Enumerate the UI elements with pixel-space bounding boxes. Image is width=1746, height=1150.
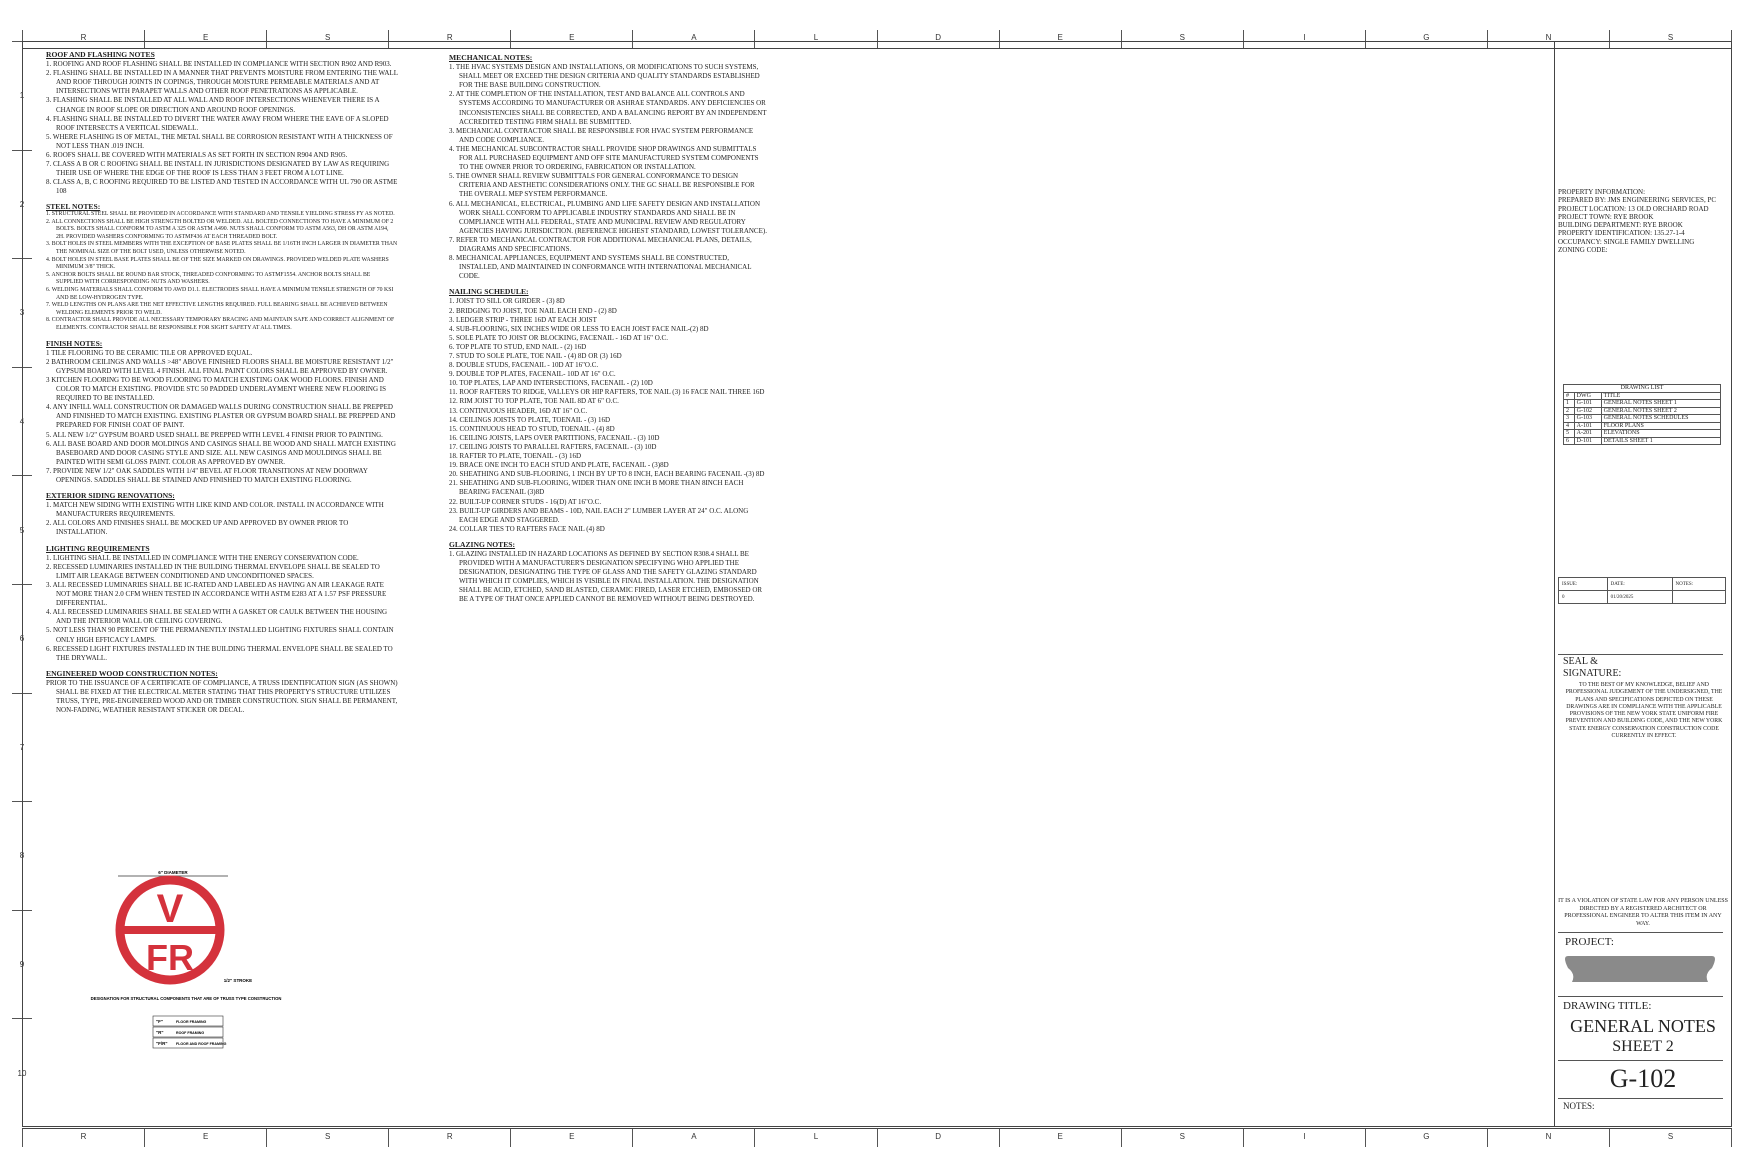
property-line: PROJECT TOWN: RYE BROOK [1558,212,1654,221]
project-label: PROJECT: [1565,936,1614,948]
grid-letter: R [22,1129,144,1147]
grid-letter: S [266,1129,388,1147]
note-item: 7. STUD TO SOLE PLATE, TOE NAIL - (4) 8D OR (3) 16D [449,352,622,360]
grid-number: 9 [12,910,32,1019]
sheet-number: G-102 [1609,1064,1677,1093]
grid-letter: R [388,30,510,48]
drawing-list-cell: FLOOR PLANS [1601,422,1720,430]
note-item: 6. ALL BASE BOARD AND DOOR MOLDINGS AND CASINGS SHALL BE WOOD AND SHALL MATCH EXISTING BASEBOARD AND DOOR CASING STYLE AND SIZE. ALL NEW CASINGS AND MOULDINGS SHALL BE PAINTED WITH SEMI GLOSS PAINT. COLOR AS APPROVED BY OWNER. [46,439,396,466]
note-item: 18. RAFTER TO PLATE, TOENAIL - (3) 16D [449,452,582,461]
grid-letter: S [1609,1129,1732,1147]
drawing-list-cell: GENERAL NOTES SHEET 2 [1601,407,1720,415]
note-item: 6. TOP PLATE TO STUD, END NAIL - (2) 16D [449,342,587,351]
grid-letter: E [510,1129,632,1147]
issue-header: NOTES: [1672,578,1725,591]
note-item: 8. CLASS A, B, C ROOFING REQUIRED TO BE LISTED AND TESTED IN ACCORDANCE WITH UL 790 OR ASTME 108 [46,178,398,196]
drawing-list-header: TITLE [1601,392,1720,400]
notes-section [449,540,769,605]
note-item: 2. ALL COLORS AND FINISHES SHALL BE MOCKED UP AND APPROVED BY OWNER PRIOR TO INSTALLATION. [46,519,349,537]
drawing-list-cell: G-101 [1574,400,1601,408]
note-item: 3. MECHANICAL CONTRACTOR SHALL BE RESPONSIBLE FOR HVAC SYSTEM PERFORMANCE AND CODE COMPLIANCE. [449,126,754,144]
notes-section [46,339,398,486]
note-item: 14. CEILINGS JOISTS TO PLATE, TOENAIL - (3) 16D [449,415,610,424]
grid-letter: D [877,30,999,48]
notes-section [46,669,398,715]
grid-letter: R [22,30,144,48]
grid-letter: S [266,30,388,48]
note-item: 9. DOUBLE TOP PLATES, FACENAIL- 10D AT 16" O.C. [449,370,616,379]
section-title: NAILING SCHEDULE: [449,287,529,297]
property-line: BUILDING DEPARTMENT: RYE BROOK [1558,221,1683,230]
section-title: ENGINEERED WOOD CONSTRUCTION NOTES: [46,668,218,678]
grid-letter: N [1487,30,1609,48]
drawing-list-table [1563,384,1721,445]
table-row [1564,400,1721,408]
grid-letter: L [754,1129,876,1147]
seal-text: TO THE BEST OF MY KNOWLEDGE, BELIEF AND PROFESSIONAL JUDGEMENT OF THE UNDERSIGNED, THE PLANS AND SPECIFICATIONS DEPICTED ON THESE DRAWINGS ARE IN COMPLIANCE WITH THE APPLICABLE PROVISIONS OF THE NEW YORK STATE UNIFORM FIRE PREVENTION AND BUILDING CODE, AND THE NEW YORK STATE ENERGY CONSERVATION CONSTRUCTION CODE CURRENTLY IN EFFECT. [1565,682,1723,740]
grid-letter: A [632,1129,754,1147]
grid-number: 5 [12,475,32,584]
sign-legend-cell: "F" [156,1019,164,1024]
grid-number: 4 [12,367,32,476]
notes-label: NOTES: [1563,1101,1595,1111]
note-item: 2 BATHROOM CEILINGS AND WALLS >48" ABOVE FINISHED FLOORS SHALL BE MOISTURE RESISTANT 1/2" GYPSUM BOARD WITH LEVEL 4 FINISH. ALL FINAL PAINT COLORS SHALL BE APPROVED BY OWNER. [46,357,394,375]
drawing-list-cell: D-101 [1574,437,1601,445]
divider [1558,1060,1723,1061]
note-item: 1. MATCH NEW SIDING WITH EXISTING WITH LIKE KIND AND COLOR. INSTALL IN ACCORDANCE WITH MANUFACTURERS REQUIREMENTS. [46,501,384,519]
sign-legend-cell: FLOOR AND ROOF FRAMING [176,1042,227,1046]
note-item: 13. CONTINUOUS HEADER, 16D AT 16" O.C. [449,406,588,415]
property-line: PROPERTY IDENTIFICATION: 135.27-1-4 [1558,229,1685,238]
grid-number: 10 [12,1018,32,1127]
note-item: 15. CONTINUOUS HEAD TO STUD, TOENAIL - (4) 8D [449,424,615,433]
drawing-list-cell: 5 [1564,430,1575,438]
grid-letter: I [1243,30,1365,48]
issue-cell [1672,591,1725,604]
note-item: 2. RECESSED LUMINARIES INSTALLED IN THE BUILDING THERMAL ENVELOPE SHALL BE SEALED TO LIMIT AIR LEAKAGE BETWEEN CONDITIONED AND UNCONDITIONED SPACES. [46,562,380,580]
notes-section [46,203,398,333]
property-line: PREPARED BY: JMS ENGINEERING SERVICES, PC [1558,196,1717,205]
drawing-list-cell: 3 [1564,415,1575,423]
grid-number: 2 [12,150,32,259]
grid-letter: S [1609,30,1732,48]
drawing-list-title: DRAWING LIST [1564,385,1721,393]
section-title: STEEL NOTES: [46,201,101,211]
drawing-list-cell: ELEVATIONS [1601,430,1720,438]
note-item: 4. FLASHING SHALL BE INSTALLED TO DIVERT THE WATER AWAY FROM WHERE THE EAVE OF A SLOPED ROOF INTERSECTS A VERTICAL SIDEWALL. [46,114,389,132]
divider [1558,996,1723,997]
grid-number: 7 [12,693,32,802]
drawing-list-cell: GENERAL NOTES SCHEDULES [1601,415,1720,423]
section-title: EXTERIOR SIDING RENOVATIONS: [46,491,175,501]
sign-legend-cell: FLOOR FRAMING [176,1020,207,1024]
note-item: 5. WHERE FLASHING IS OF METAL, THE METAL SHALL BE CORROSION RESISTANT WITH A THICKNESS OF NOT LESS THAN .019 INCH. [46,132,393,150]
property-line: ZONING CODE: [1558,246,1608,255]
note-item: 1. ROOFING AND ROOF FLASHING SHALL BE INSTALLED IN COMPLIANCE WITH SECTION R902 AND R903. [46,60,392,69]
drawing-list-cell: 4 [1564,422,1575,430]
grid-number: 6 [12,584,32,693]
grid-letter: N [1487,1129,1609,1147]
drawing-title-line-2: SHEET 2 [1612,1038,1674,1055]
notes-section [449,53,769,281]
drawing-list-cell: 6 [1564,437,1575,445]
drawing-title-line-1: GENERAL NOTES [1570,1016,1716,1036]
grid-letter: S [1121,30,1243,48]
divider [1558,932,1723,933]
note-item: 3. ALL RECESSED LUMINARIES SHALL BE IC-RATED AND LABELED AS HAVING AN AIR LEAKAGE RATE NOT MORE THAN 2.0 CFM WHEN TESTED IN ACCORDANCE WITH ASTM E283 AT A 1.57 PSF PRESSURE DIFFERENTIAL. [46,580,387,608]
drawing-list-cell: G-103 [1574,415,1601,423]
note-item: 3. FLASHING SHALL BE INSTALLED AT ALL WALL AND ROOF INTERSECTIONS WHENEVER THERE IS A CHANGE IN ROOF SLOPE OR DIRECTION AND AROUND ROOF OPENINGS. [46,96,380,114]
sign-legend-cell: "R" [156,1030,164,1035]
note-item: 7. CLASS A B OR C ROOFING SHALL BE INSTALL IN JURISDICTIONS DESIGNATED BY LAW AS REQUIRING THEIR USE OF WHERE THE EDGE OF THE ROOF IS LESS THAN 3 FEET FROM A LOT LINE. [46,160,390,178]
note-item: 2. ALL CONNECTIONS SHALL BE HIGH STRENGTH BOLTED OR WELDED. ALL BOLTED CONNECTIONS TO HAVE A MINIMUM OF 2 BOLTS. BOLTS SHALL CONFORM TO ASTM A 325 OR ASTM A490. NUTS SHALL CONFORM TO ASTM A563, DH OR ASTM A194, 2H. PROVIDED WASHERS CONFORMING TO ASTMF436 AT EACH THREADED BOLT. [46,218,394,240]
issue-cell: 0 [1559,591,1608,604]
note-item: 4. SUB-FLOORING, SIX INCHES WIDE OR LESS TO EACH JOIST FACE NAIL-(2) 8D [449,324,709,333]
note-item: 6. ALL MECHANICAL, ELECTRICAL, PLUMBING AND LIFE SAFETY DESIGN AND INSTALLATION WORK SHALL CONFORM TO APPLICABLE INDUSTRY STANDARDS AND SHALL BE IN COMPLIANCE WITH ALL FEDERAL, STATE AND MUNICIPAL REVIEW AND REGULATORY AGENCIES HAVING JURISDICTION. (REFERENCE HIGHEST STANDARD, LOWEST TOLERANCE). [449,199,767,235]
table-row [1564,415,1721,423]
property-line: PROPERTY INFORMATION: [1558,188,1646,196]
property-line: OCCUPANCY: SINGLE FAMILY DWELLING [1558,237,1695,246]
divider [1558,654,1723,655]
drawing-list-cell: GENERAL NOTES SHEET 1 [1601,400,1720,408]
note-item: 4. THE MECHANICAL SUBCONTRACTOR SHALL PROVIDE SHOP DRAWINGS AND SUBMITTALS FOR ALL PURCHASED EQUIPMENT AND OFF SITE MANUFACTURED SYSTEM COMPONENTS TO THE OWNER PRIOR TO ORDERING, FABRICATION OR INSTALLATION. [449,144,759,172]
note-item: 23. BUILT-UP GIRDERS AND BEAMS - 10D, NAIL EACH 2" LUMBER LAYER AT 24" O.C. ALONG EACH EDGE AND STAGGERED. [449,506,749,524]
sign-caption: DESIGNATION FOR STRUCTURAL COMPONENTS THAT ARE OF TRUSS TYPE CONSTRUCTION [90,996,282,1001]
section-title: ROOF AND FLASHING NOTES [46,50,155,59]
section-title: FINISH NOTES: [46,338,103,348]
note-item: 5. ALL NEW 1/2" GYPSUM BOARD USED SHALL BE PREPPED WITH LEVEL 4 FINISH PRIOR TO PAINTING. [46,430,383,439]
grid-letter: G [1365,30,1487,48]
drawing-list-cell: G-102 [1574,407,1601,415]
drawing-list-cell: DETAILS SHEET 1 [1601,437,1720,445]
note-item: 6. RECESSED LIGHT FIXTURES INSTALLED IN THE BUILDING THERMAL ENVELOPE SHALL BE SEALED TO THE DRYWALL. [46,644,393,662]
note-item: 1. GLAZING INSTALLED IN HAZARD LOCATIONS AS DEFINED BY SECTION R308.4 SHALL BE PROVIDED WITH A MANUFACTURER'S DESIGNATION SPECIFYING WHO APPLIED THE DESIGNATION, DESIGNATING THE TYPE OF GLASS AND THE SAFETY GLAZING STANDARD WITH WHICH IT COMPLIES, WHICH IS VISIBLE IN FINAL INSTALLATION. THE DESIGNATION SHALL BE ACID, ETCHED, SAND BLASTED, CERAMIC FIRED, LASER ETCHED, EMBOSSED OR BE A TYPE OF THAT ONCE APPLIED CANNOT BE REMOVED WITHOUT BEING DESTROYED. [449,549,763,604]
grid-letter: E [999,1129,1121,1147]
general-notes-column-1 [46,50,398,721]
table-row [1564,430,1721,438]
grid-letter: S [1121,1129,1243,1147]
note-item: 5. SOLE PLATE TO JOIST OR BLOCKING, FACENAIL - 16D AT 16" O.C. [449,333,668,342]
note-item: 10. TOP PLATES, LAP AND INTERSECTIONS, FACENAIL - (2) 10D [449,379,653,388]
drawing-list-cell: A-101 [1574,422,1601,430]
notes-section [449,287,769,534]
property-line: PROJECT LOCATION: 13 OLD ORCHARD ROAD [1558,204,1709,213]
note-item: 8. CONTRACTOR SHALL PROVIDE ALL NECESSARY TEMPORARY BRACING AND MAINTAIN SAFE AND CORRECT ALIGNMENT OF ELEMENTS. CONTRACTOR SHALL BE RESPONSIBLE FOR SIGHT SAFETY AT ALL TIMES. [46,317,395,331]
grid-number: 1 [12,41,32,150]
section-title: LIGHTING REQUIREMENTS [46,543,150,553]
truss-identification-sign [90,870,282,1058]
note-item: 1. STRUCTURAL STEEL SHALL BE PROVIDED IN ACCORDANCE WITH STANDARD AND TENSILE YIELDING STRESS FY AS NOTED. [46,211,395,218]
divider [1558,1098,1723,1099]
note-item: 1. JOIST TO SILL OR GIRDER - (3) 8D [449,297,565,306]
grid-number: 3 [12,258,32,367]
state-law-text: IT IS A VIOLATION OF STATE LAW FOR ANY PERSON UNLESS DIRECTED BY A REGISTERED ARCHITECT OR PROFESSIONAL ENGINEER TO ALTER THIS ITEM IN ANY WAY. [1558,898,1728,927]
note-item: 4. ANY INFILL WALL CONSTRUCTION OR DAMAGED WALLS DURING CONSTRUCTION SHALL BE PREPPED AND FINISHED TO MATCH EXISTING. EXISTING PLASTER OR GYPSUM BOARD SHALL BE PREPPED AND PREPARED FOR FINISH COAT OF PAINT. [46,403,396,430]
grid-letter: L [754,30,876,48]
note-item: 12. RIM JOIST TO TOP PLATE, TOE NAIL 8D AT 6" O.C. [449,397,619,406]
note-item: 2. AT THE COMPLETION OF THE INSTALLATION, TEST AND BALANCE ALL CONTROLS AND SYSTEMS ACCORDING TO MANUFACTURER OR ASHRAE STANDARDS. ANY DEFICIENCIES OR INCONSISTENCIES SHALL BE CORRECTED, AND A BALANCING REPORT BY AN INDEPENDENT ACCREDITED TESTING FIRM SHALL BE SUBMITTED. [449,90,767,126]
note-item: 1. THE HVAC SYSTEMS DESIGN AND INSTALLATIONS, OR MODIFICATIONS TO SUCH SYSTEMS, SHALL MEET OR EXCEED THE DESIGN CRITERIA AND QUALITY STANDARDS ESTABLISHED FOR THE BASE BUILDING CONSTRUCTION. [449,63,760,90]
drawing-title-label: DRAWING TITLE: [1563,1000,1652,1012]
issue-header: ISSUE: [1559,578,1608,591]
note-item: 24. COLLAR TIES TO RAFTERS FACE NAIL (4) 8D [449,524,605,533]
drawing-list-cell: 1 [1564,400,1575,408]
note-item: 6. WELDING MATERIALS SHALL CONFORM TO AWD D1.1. ELECTRODES SHALL HAVE A MINIMUM TENSILE STRENGTH OF 70 KSI AND BE LOW-HYDROGEN TYPE. [46,287,394,301]
sign-legend-cell: ROOF FRAMING [176,1031,205,1035]
sign-top-letter: V [156,887,184,931]
grid-number: 8 [12,801,32,910]
grid-letter: A [632,30,754,48]
table-row [1564,422,1721,430]
grid-letter: E [510,30,632,48]
note-item: 7. REFER TO MECHANICAL CONTRACTOR FOR ADDITIONAL MECHANICAL PLANS, DETAILS, DIAGRAMS AND SPECIFICATIONS. [449,235,752,253]
note-item: 11. ROOF RAFTERS TO RIDGE, VALLEYS OR HIP RAFTERS, TOE NAIL (3) 16 FACE NAIL THREE 16D [449,388,765,397]
note-item: 6. ROOFS SHALL BE COVERED WITH MATERIALS AS SET FORTH IN SECTION R904 AND R905. [46,151,348,160]
property-information [1558,188,1730,254]
issue-table [1558,577,1726,604]
note-item: 3. LEDGER STRIP - THREE 16D AT EACH JOIST [449,315,597,324]
grid-letter: G [1365,1129,1487,1147]
notes-section [46,50,398,197]
grid-letter: E [144,1129,266,1147]
note-item: 16. CEILING JOISTS, LAPS OVER PARTITIONS, FACENAIL - (3) 10D [449,433,660,442]
note-item: 7. WELD LENGTHS ON PLANS ARE THE NET EFFECTIVE LENGTHS REQUIRED. FULL BEARING SHALL BE ACHIEVED BETWEEN WELDING ELEMENTS PRIOR TO WELD. [46,302,388,316]
sign-stroke-label: 1/2" STROKE [223,978,253,983]
drawing-list-cell: 2 [1564,407,1575,415]
grid-letter: I [1243,1129,1365,1147]
section-title: MECHANICAL NOTES: [449,53,533,62]
note-item: 4. BOLT HOLES IN STEEL BASE PLATES SHALL BE OF THE SIZE MARKED ON DRAWINGS. PROVIDED WELDED PLATE WASHERS MINIMUM 3/8" THICK. [46,256,389,271]
sign-legend-cell: "F/R" [156,1041,168,1046]
grid-letter: D [877,1129,999,1147]
notes-section [46,491,398,537]
note-item: 5. NOT LESS THAN 90 PERCENT OF THE PERMANENTLY INSTALLED LIGHTING FIXTURES SHALL CONTAIN ONLY HIGH EFFICACY LAMPS. [46,626,394,644]
note-item: 2. FLASHING SHALL BE INSTALLED IN A MANNER THAT PREVENTS MOISTURE FROM ENTERING THE WALL AND ROOF THROUGH JOINTS IN COPINGS, THROUGH MOISTURE PERMEABLE MATERIALS AND AT INTERSECTIONS WITH PARAPET WALLS AND OTHER ROOF PENETRATIONS AS APPLICABLE. [46,69,398,96]
bottom-grid-ruler [22,1128,1732,1147]
grid-letter: E [999,30,1121,48]
table-row [1564,437,1721,445]
note-item: 20. SHEATHING AND SUB-FLOORING, 1 INCH BY UP TO 8 INCH, EACH BEARING FACENAIL -(3) 8D [449,470,765,479]
note-item: 22. BUILT-UP CORNER STUDS - 16(D) AT 16"O.C. [449,497,602,506]
sign-diameter-label: 6" DIAMETER [158,870,188,875]
notes-section [46,544,398,663]
note-item: 7. PROVIDE NEW 1/2" OAK SADDLES WITH 1/4" BEVEL AT FLOOR TRANSITIONS AT NEW DOORWAY OPENINGS. SADDLES SHALL BE STAINED AND FINISHED TO MATCH EXISTING FLOORING. [46,466,368,484]
note-item: 3 KITCHEN FLOORING TO BE WOOD FLOORING TO MATCH EXISTING OAK WOOD FLOORS. FINISH AND COLOR TO MATCH EXISTING. PROVIDE STC 50 PADDED UNDERLAYMENT WHERE NEW FLOORING IS REQUIRED TO BE INSTALLED. [46,375,386,403]
note-item: 17. CEILING JOISTS TO PARALLEL RAFTERS, FACENAIL - (3) 10D [449,442,657,451]
section-title: GLAZING NOTES: [449,539,516,549]
note-item: 5. ANCHOR BOLTS SHALL BE ROUND BAR STOCK, THREADED CONFORMING TO ASTMF1554. ANCHOR BOLTS SHALL BE SUPPLIED WITH CORRESPONDING NUTS AND WASHERS. [46,271,371,286]
seal-label: SEAL & SIGNATURE: [1563,656,1622,679]
note-item: PRIOR TO THE ISSUANCE OF A CERTIFICATE OF COMPLIANCE, A TRUSS IDENTIFICATION SIGN (AS SHOWN) SHALL BE FIXED AT THE ELECTRICAL METER STATING THAT THIS PROPERTY'S STRUCTURE UTILIZES TRUSS, TYPE, PRE-ENGINEERED WOOD AND OR TIMBER CONSTRUCTION. SIGN SHALL BE PERMANENT, NON-FADING, WEATHER RESISTANT STICKER OR DECAL. [46,678,398,715]
drawing-list-header: # [1564,392,1575,400]
note-item: 3. BOLT HOLES IN STEEL MEMBERS WITH THE EXCEPTION OF BASE PLATES SHALL BE 1/16TH INCH LARGER IN DIAMETER THAN THE NOMINAL SIZE OF THE BOLT USED, UNLESS OTHERWISE NOTED. [46,241,398,256]
drawing-list-header: DWG [1574,392,1601,400]
note-item: 5. THE OWNER SHALL REVIEW SUBMITTALS FOR GENERAL CONFORMANCE TO DESIGN CRITERIA AND AESTHETIC CONSIDERATIONS ONLY. THE GC SHALL BE RESPONSIBLE FOR THE OVERALL MEP SYSTEM PERFORMANCE. [449,172,755,199]
note-item: 19. BRACE ONE INCH TO EACH STUD AND PLATE, FACENAIL - (3)8D [449,461,669,470]
note-item: 8. DOUBLE STUDS, FACENAIL - 10D AT 16"O.C. [449,361,599,370]
note-item: 21. SHEATHING AND SUB-FLOORING, WIDER THAN ONE INCH B MORE THAN 8INCH EACH BEARING FACENAIL (3)8D [449,479,744,497]
note-item: 4. ALL RECESSED LUMINARIES SHALL BE SEALED WITH A GASKET OR CAULK BETWEEN THE HOUSING AND THE INTERIOR WALL OR CEILING COVERING. [46,608,388,626]
drawing-list-cell: A-201 [1574,430,1601,438]
table-row [1564,407,1721,415]
sign-bottom-letters: FR [146,937,194,978]
note-item: 1. LIGHTING SHALL BE INSTALLED IN COMPLIANCE WITH THE ENERGY CONSERVATION CODE. [46,553,359,562]
note-item: 2. BRIDGING TO JOIST, TOE NAIL EACH END - (2) 8D [449,306,617,315]
general-notes-column-2 [449,53,769,611]
note-item: 1 TILE FLOORING TO BE CERAMIC TILE OR APPROVED EQUAL. [46,348,253,357]
grid-letter: E [144,30,266,48]
note-item: 8. MECHANICAL APPLIANCES, EQUIPMENT AND SYSTEMS SHALL BE CONSTRUCTED, INSTALLED, AND MAINTAINED IN CONFORMANCE WITH INTERNATIONAL MECHANICAL CODE. [449,254,752,281]
issue-cell: 01/20/2025 [1607,591,1672,604]
grid-letter: R [388,1129,510,1147]
issue-header: DATE: [1607,578,1672,591]
redacted-project-name [1562,952,1718,988]
